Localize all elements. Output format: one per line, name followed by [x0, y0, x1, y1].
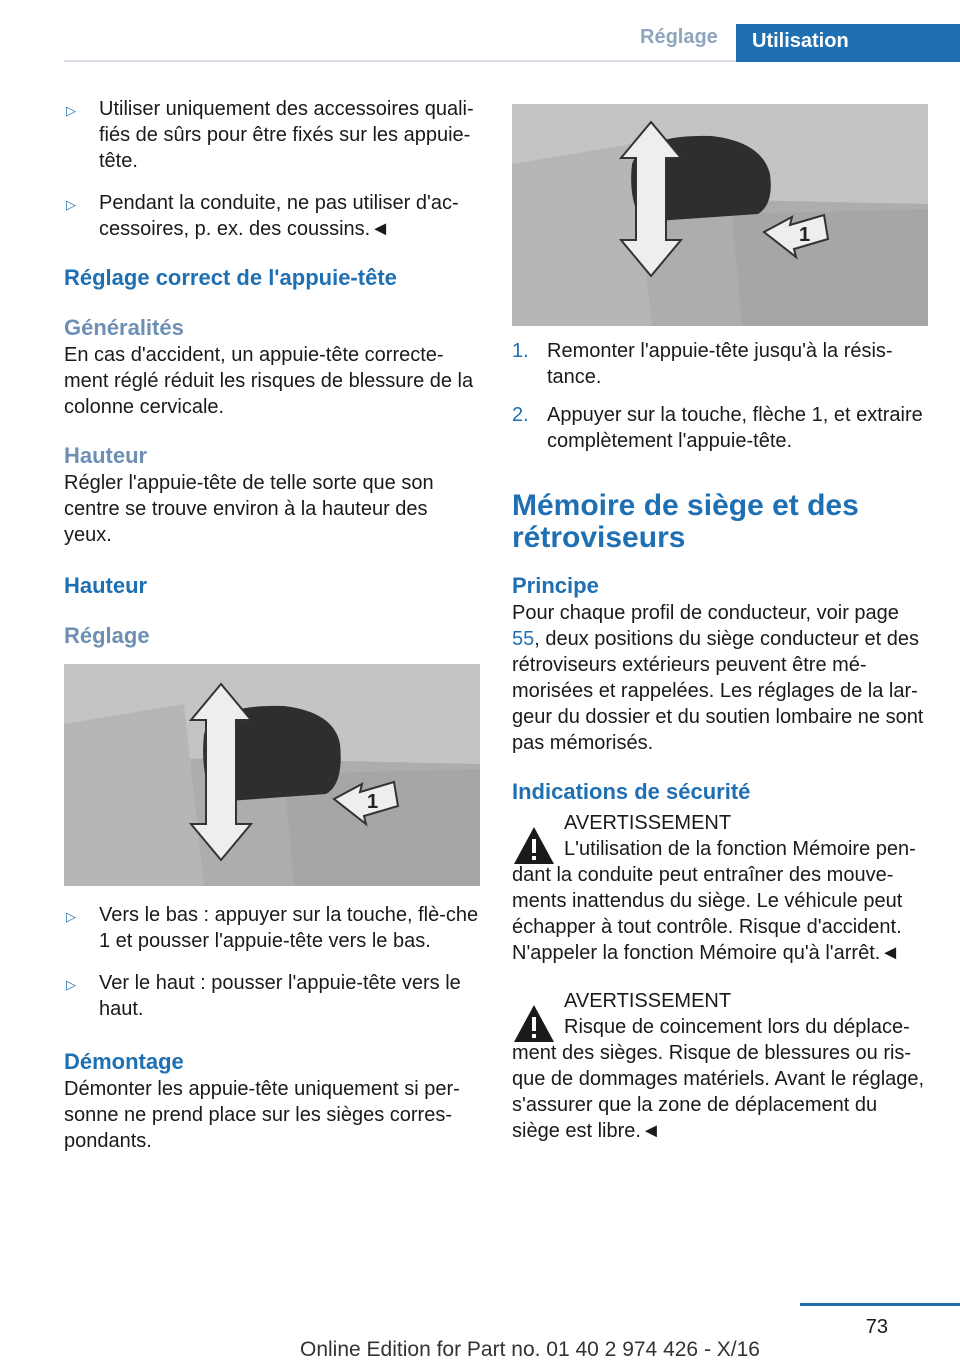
- figure-label: 1: [367, 791, 379, 813]
- step-number: 2.: [512, 404, 529, 426]
- list-item: ▷ Vers le bas : appuyer sur la touche, flè-che 1 et pousser l'appuie-tête vers le bas.: [66, 904, 479, 952]
- subheading: Réglage: [64, 623, 150, 648]
- warning-heading: AVERTISSEMENT: [564, 812, 732, 834]
- warning-block: AVERTISSEMENT Risque de coincement lors du déplace- ment des sièges. Risque de blessures ou ris-que de dommages matériels. Avant le réglage, s'assurer que la zone de déplacement du siège est libre.◄: [512, 988, 928, 1144]
- paragraph: Régler l'appuie-tête de telle sorte que son centre se trouve environ à la hauteur des yeux.: [64, 472, 434, 546]
- section-heading: Hauteur: [64, 573, 148, 598]
- bullet-icon: ▷: [66, 103, 76, 118]
- list-item: 2. Appuyer sur la touche, flèche 1, et extraire complètement l'appuie-tête.: [512, 404, 923, 452]
- list-item: ▷ Utiliser uniquement des accessoires quali-fiés de sûrs pour être fixés sur les appuie-tête.: [66, 98, 474, 172]
- bullet-icon: ▷: [66, 909, 76, 924]
- right-column: [512, 104, 928, 1144]
- subheading: Hauteur: [64, 443, 148, 468]
- bullet-icon: ▷: [66, 977, 76, 992]
- chapter-heading: Mémoire de siège et des rétroviseurs: [512, 489, 859, 554]
- list-item: ▷ Pendant la conduite, ne pas utiliser d'ac-cessoires, p. ex. des coussins.◄: [66, 192, 459, 240]
- edition-footer: Online Edition for Part no. 01 40 2 974 426 - X/16: [300, 1338, 760, 1361]
- paragraph: Pour chaque profil de conducteur, voir page 55, deux positions du siège conducteur et des rétroviseurs extérieurs peuvent être mé-morisées et rappelées. Les réglages de la lar-geur du dossier et du soutien lombaire ne sont pas mémorisés.: [512, 602, 924, 754]
- left-column: [64, 96, 480, 1154]
- section-tab[interactable]: Réglage: [640, 26, 718, 48]
- paragraph: Démonter les appuie-tête uniquement si per-sonne ne prend place sur les sièges corres-pondants.: [64, 1078, 460, 1152]
- warning-heading: AVERTISSEMENT: [564, 990, 732, 1012]
- section-heading: Réglage correct de l'appuie-tête: [64, 265, 397, 290]
- active-tab[interactable]: Utilisation: [736, 24, 960, 62]
- page-number: 73: [865, 1316, 888, 1338]
- section-heading: Indications de sécurité: [512, 779, 751, 804]
- paragraph: En cas d'accident, un appuie-tête correcte-ment réglé réduit les risques de blessure de la colonne cervicale.: [64, 344, 474, 418]
- footer-rule: [800, 1303, 960, 1306]
- bullet-icon: ▷: [66, 197, 76, 212]
- step-number: 1.: [512, 340, 529, 362]
- warning-triangle-icon: [512, 1002, 556, 1046]
- headrest-figure: [64, 664, 480, 886]
- page-link[interactable]: 55: [512, 628, 535, 650]
- list-item: 1. Remonter l'appuie-tête jusqu'à la résis-tance.: [512, 340, 893, 388]
- warning-triangle-icon: [512, 824, 556, 868]
- subheading: Généralités: [64, 315, 184, 340]
- warning-block: AVERTISSEMENT L'utilisation de la fonction Mémoire pen- dant la conduite peut entraîner des mouve-ments inattendus du siège. Le véhicule peut échapper à tout contrôle. Risque d'accident. N'appeler la fonction Mémoire qu'à l'arrêt.◄: [512, 810, 928, 966]
- list-item: ▷ Ver le haut : pousser l'appuie-tête vers le haut.: [66, 972, 461, 1020]
- section-heading: Principe: [512, 573, 599, 598]
- figure-label: 1: [799, 224, 811, 246]
- section-heading: Démontage: [64, 1049, 184, 1074]
- headrest-removal-figure: [512, 104, 928, 326]
